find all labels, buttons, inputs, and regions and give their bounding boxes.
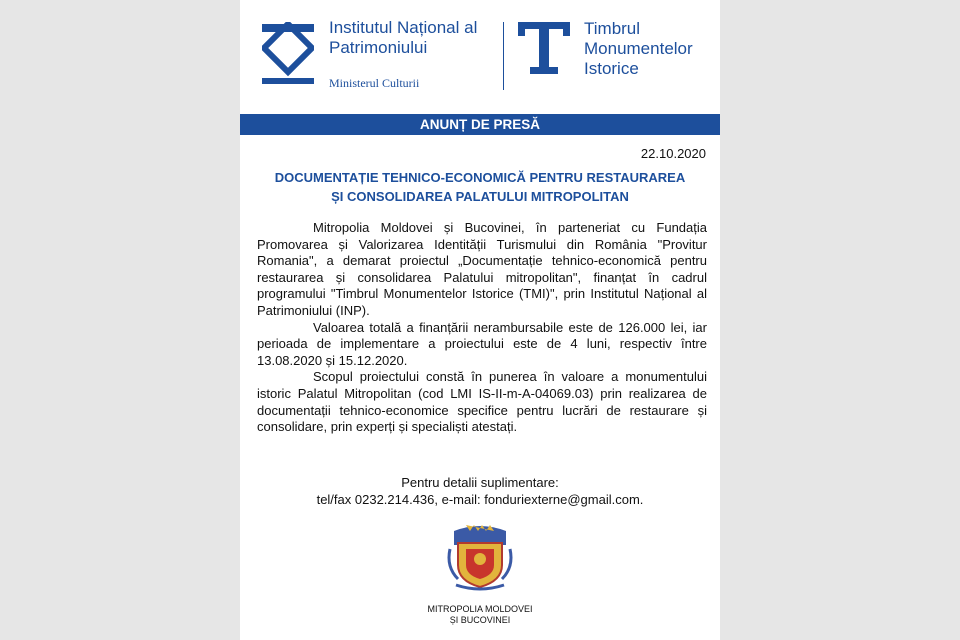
headline: DOCUMENTAȚIE TEHNICO-ECONOMICĂ PENTRU RESTAURAREA ȘI CONSOLIDAREA PALATULUI MITROPOLITAN xyxy=(274,170,686,204)
tmi-logo-icon xyxy=(518,22,570,74)
body-text xyxy=(257,220,707,436)
contact-block xyxy=(240,474,720,508)
press-release-document xyxy=(240,0,720,640)
inp-logo-icon xyxy=(262,22,314,86)
paragraph: Scopul proiectului constă în punerea în valoare a monumentului istoric Palatul Mitropolitan (cod LMI IS-II-m-A-04069.03) prin realizarea de documentații tehnico-economice specifice pentru lucrări de restaurare și consolidare, prin experți și specialiști atestați. xyxy=(257,369,707,435)
press-release-banner: ANUNȚ DE PRESĂ xyxy=(240,114,720,135)
contact-intro: Pentru detalii suplimentare: xyxy=(401,475,559,490)
mitropolia-caption: MITROPOLIA MOLDOVEI ȘI BUCOVINEI xyxy=(427,604,533,625)
tmi-title: Timbrul Monumentelor Istorice xyxy=(584,19,693,78)
mitropolia-crest-icon xyxy=(444,523,516,593)
release-date: 22.10.2020 xyxy=(640,146,706,161)
inp-title: Institutul Național al Patrimoniului xyxy=(329,18,478,57)
paragraph: Mitropolia Moldovei și Bucovinei, în parteneriat cu Fundația Promovarea și Valorizarea Identității Turismului din România "Provitur Romania", a demarat proiectul „Documentație tehnico-economică pentru restaurarea și consolidarea Palatului mitropolitan", finanțat în cadrul programului "Timbrul Monumentelor Istorice (TMI)", prin Institutul Național al Patrimoniului (INP). xyxy=(257,220,707,318)
paragraph: Valoarea totală a finanțării nerambursabile este de 126.000 lei, iar perioada de implementare a proiectului este de 4 luni, respectiv între 13.08.2020 și 15.12.2020. xyxy=(257,319,707,368)
header-divider xyxy=(503,22,504,90)
inp-subtitle: Ministerul Culturii xyxy=(329,76,420,90)
contact-details: tel/fax 0232.214.436, e-mail: fonduriexterne@gmail.com. xyxy=(316,492,644,507)
